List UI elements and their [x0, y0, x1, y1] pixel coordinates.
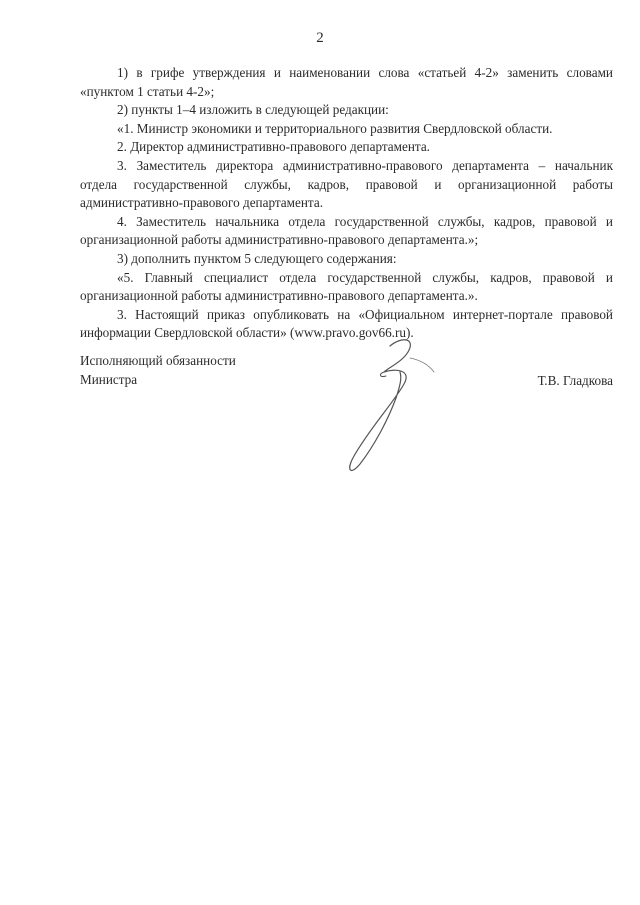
paragraph-item-2: 2. Директор административно-правового департамента. [117, 139, 430, 155]
paragraph-item-4: 4. Заместитель начальника отдела государственной службы, кадров, правовой и организационной работы административно-правового департамента.»; [80, 213, 613, 248]
paragraph-amendment-2: 2) пункты 1–4 изложить в следующей редакции: [117, 102, 389, 118]
handwritten-signature [330, 328, 440, 478]
paragraph-item-1: «1. Министр экономики и территориального развития Свердловской области. [117, 120, 553, 136]
paragraph-publication: 3. Настоящий приказ опубликовать на «Официальном интернет-портале правовой информации Свердловской области» (www.pravo.gov66.ru). [80, 306, 613, 341]
signatory-name: Т.В. Гладкова [537, 373, 613, 388]
paragraph-amendment-1: 1) в грифе утверждения и наименовании слова «статьей 4-2» заменить словами «пунктом 1 статьи 4-2»; [80, 65, 613, 99]
paragraph-amendment-3: 3) дополнить пунктом 5 следующего содержания: [117, 250, 397, 266]
document-body [80, 64, 613, 343]
signature-position [80, 352, 236, 389]
paragraph-item-3: 3. Заместитель директора административно-правового департамента – начальник отдела государственной службы, кадров, правовой и организационной работы административно-правового департамента. [80, 157, 613, 211]
position-line-2: Министра [80, 371, 138, 387]
page-number: 2 [316, 30, 324, 46]
paragraph-item-5: «5. Главный специалист отдела государственной службы, кадров, правовой и организационной работы административно-правового департамента.». [80, 269, 613, 304]
position-line-1: Исполняющий обязанности [80, 353, 236, 368]
